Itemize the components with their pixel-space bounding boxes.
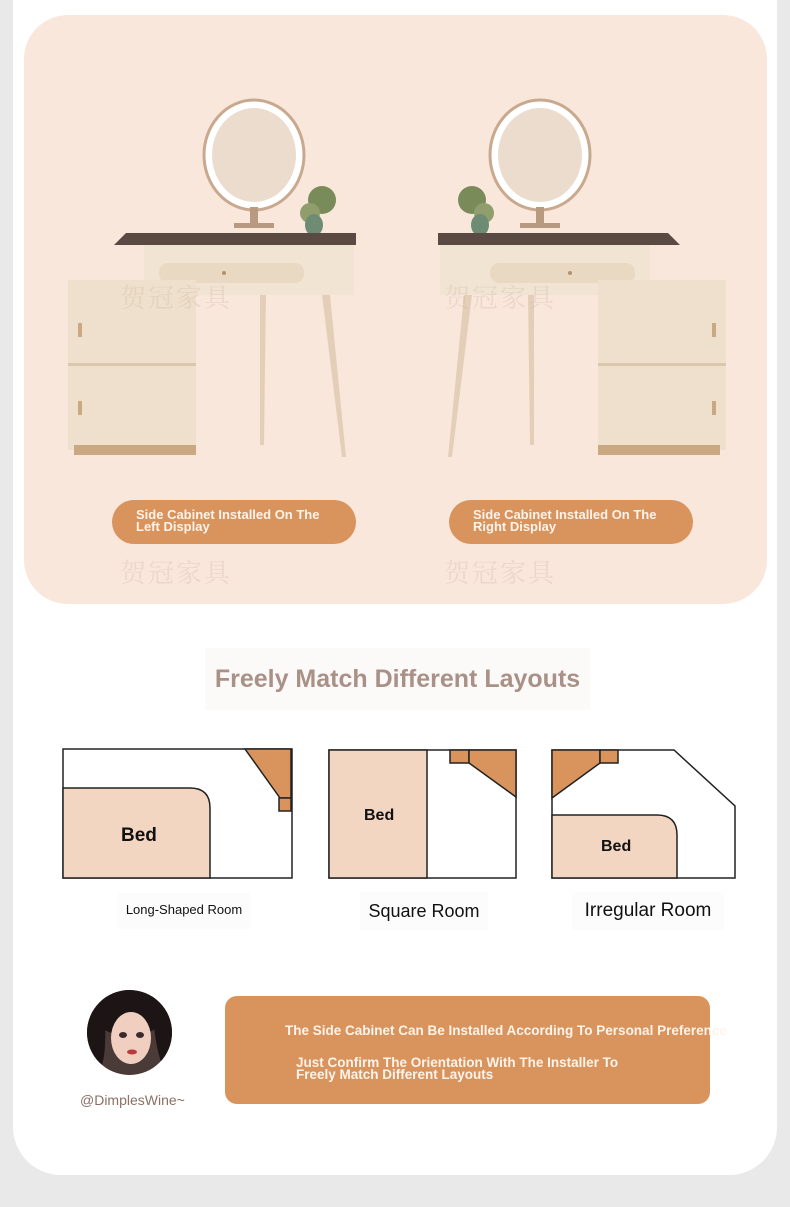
left-display-label-line2: Left Display bbox=[136, 519, 210, 534]
watermark-text: 贺冠家具 bbox=[444, 559, 557, 589]
side-cabinet bbox=[450, 750, 469, 763]
installation-note bbox=[225, 996, 727, 1104]
right-display-label-line2: Right Display bbox=[473, 519, 557, 534]
square-room-label: Square Room bbox=[360, 892, 488, 930]
section-title: Freely Match Different Layouts bbox=[205, 648, 590, 710]
square-room-diagram bbox=[328, 749, 518, 881]
avatar bbox=[87, 990, 172, 1075]
watermark-text: 贺冠家具 bbox=[120, 559, 233, 589]
side-cabinet bbox=[600, 750, 618, 763]
reviewer-handle: @DimplesWine~ bbox=[80, 1092, 185, 1108]
bed-label: Bed bbox=[601, 838, 632, 855]
long-shaped-room-diagram bbox=[62, 748, 294, 880]
side-cabinet bbox=[279, 798, 291, 811]
hero-display-panel bbox=[24, 15, 767, 604]
irregular-room-diagram bbox=[551, 749, 737, 881]
bed-label: Bed bbox=[364, 807, 395, 824]
watermark-text: 贺冠家具 bbox=[444, 284, 557, 314]
left-display-button[interactable] bbox=[112, 500, 356, 544]
right-display-button[interactable] bbox=[449, 500, 693, 544]
right-display-label-line1: Side Cabinet Installed On The bbox=[473, 507, 657, 522]
bed-label: Bed bbox=[121, 825, 157, 846]
irregular-room-label: Irregular Room bbox=[572, 892, 724, 930]
left-display-label-line1: Side Cabinet Installed On The bbox=[136, 507, 320, 522]
installation-note-line2b: Freely Match Different Layouts bbox=[296, 1067, 494, 1082]
watermark-text: 贺冠家具 bbox=[120, 284, 233, 314]
long-shaped-room-label: Long-Shaped Room bbox=[118, 893, 250, 929]
installation-note-line2 bbox=[296, 1057, 618, 1081]
installation-note-line2a: Just Confirm The Orientation With The Installer To bbox=[296, 1055, 619, 1070]
installation-note-line1: The Side Cabinet Can Be Installed According To Personal Preference bbox=[285, 1023, 727, 1038]
